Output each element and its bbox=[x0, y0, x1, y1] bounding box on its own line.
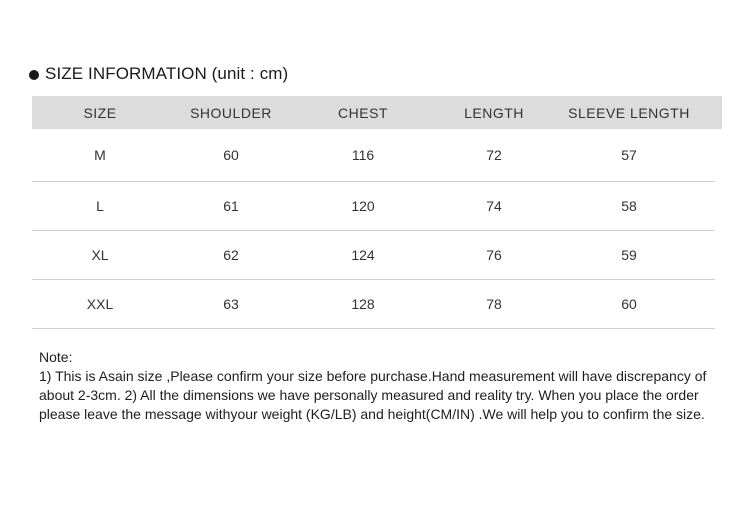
table-row bbox=[32, 182, 715, 231]
note-body: 1) This is Asain size ,Please confirm your size before purchase.Hand measurement will have discrepancy of about 2-3cm. 2) All the dimensions we have personally measured and reality try. When you place the order please leave the message withyour weight (KG/LB) and height(CM/IN) .We will help you to confirm the size. bbox=[39, 368, 707, 422]
cell-length: 74 bbox=[486, 198, 502, 214]
cell-chest: 128 bbox=[351, 296, 375, 312]
cell-size: XXL bbox=[86, 296, 114, 312]
table-header-row bbox=[32, 96, 722, 129]
header-chest: CHEST bbox=[338, 104, 388, 121]
note-title: Note: bbox=[39, 349, 73, 365]
table-row bbox=[32, 231, 715, 280]
cell-size: M bbox=[94, 147, 106, 163]
size-table bbox=[32, 96, 722, 329]
cell-size: XL bbox=[91, 247, 109, 263]
cell-length: 76 bbox=[486, 247, 502, 263]
cell-shoulder: 63 bbox=[223, 296, 239, 312]
cell-chest: 120 bbox=[351, 198, 375, 214]
header-length: LENGTH bbox=[464, 104, 524, 121]
cell-shoulder: 60 bbox=[223, 147, 239, 163]
cell-shoulder: 62 bbox=[223, 247, 239, 263]
cell-chest: 124 bbox=[351, 247, 375, 263]
table-row bbox=[32, 129, 715, 182]
bullet-icon bbox=[29, 70, 39, 80]
table-row bbox=[32, 280, 715, 329]
header-sleeve-length: SLEEVE LENGTH bbox=[568, 104, 690, 121]
cell-size: L bbox=[96, 198, 104, 214]
header-shoulder: SHOULDER bbox=[190, 104, 272, 121]
cell-sleeve-length: 60 bbox=[621, 296, 637, 312]
cell-sleeve-length: 58 bbox=[621, 198, 637, 214]
cell-sleeve-length: 57 bbox=[621, 147, 637, 163]
cell-chest: 116 bbox=[351, 147, 375, 163]
heading-text: SIZE INFORMATION (unit : cm) bbox=[45, 64, 289, 83]
note-block bbox=[39, 348, 719, 424]
section-heading bbox=[29, 64, 288, 84]
cell-length: 78 bbox=[486, 296, 502, 312]
header-size: SIZE bbox=[83, 104, 117, 121]
cell-length: 72 bbox=[486, 147, 502, 163]
cell-shoulder: 61 bbox=[223, 198, 239, 214]
cell-sleeve-length: 59 bbox=[621, 247, 637, 263]
